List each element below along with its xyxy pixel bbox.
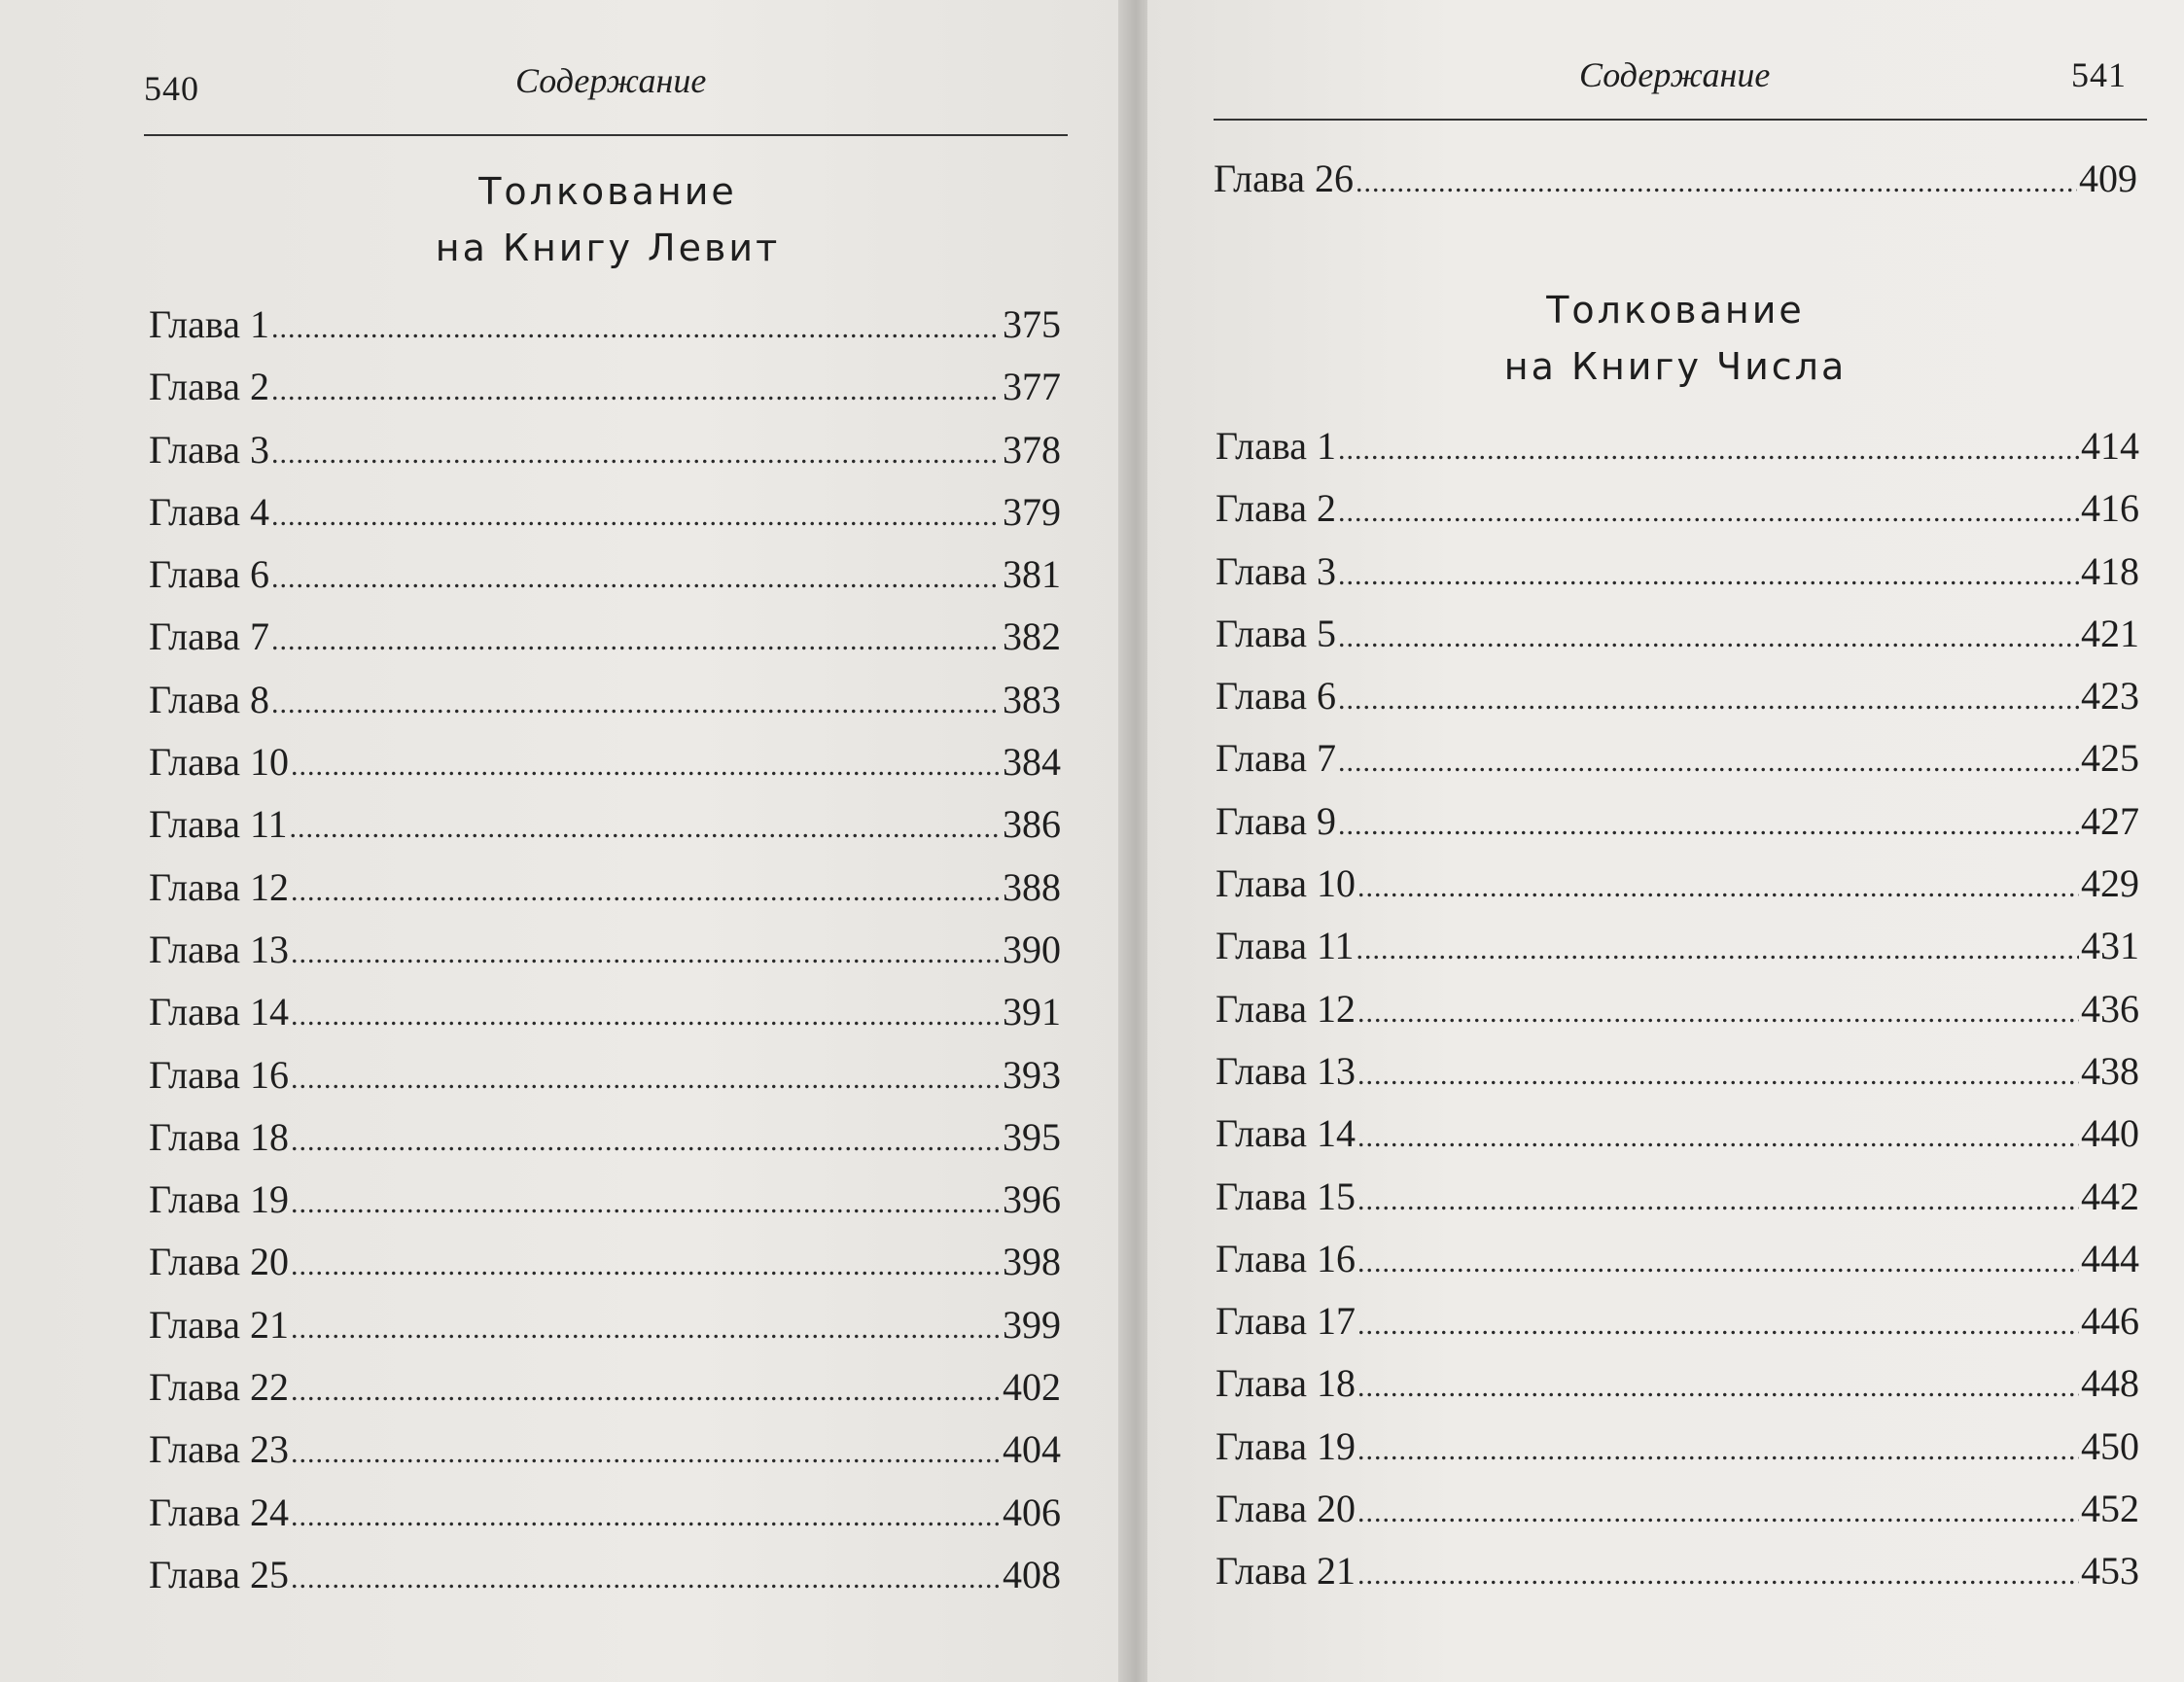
dot-leader <box>291 1063 1001 1096</box>
dot-leader <box>291 1562 1001 1595</box>
chapter-label: Глава 14 <box>1215 1111 1356 1156</box>
page-ref: 436 <box>2081 986 2139 1031</box>
chapter-label: Глава 20 <box>149 1240 289 1284</box>
toc-entry <box>149 1426 1061 1489</box>
page-ref: 438 <box>2081 1048 2139 1093</box>
page-ref: 384 <box>1003 740 1061 785</box>
toc-entry <box>149 1364 1061 1426</box>
toc-entry <box>149 801 1061 863</box>
page-ref: 442 <box>2081 1174 2139 1218</box>
toc-entry <box>1215 1048 2139 1110</box>
dot-leader <box>271 562 1001 595</box>
section-title-line2: на Книгу Числа <box>1503 345 1848 388</box>
page-number-left: 540 <box>144 69 199 108</box>
toc-entry <box>1215 1174 2139 1236</box>
chapter-label: Глава 19 <box>149 1177 289 1222</box>
page-ref: 378 <box>1003 427 1061 472</box>
page-ref: 386 <box>1003 802 1061 847</box>
dot-leader <box>271 500 1001 533</box>
toc-entry <box>1215 1423 2139 1486</box>
dot-leader <box>1356 166 2077 199</box>
page-ref: 452 <box>2081 1487 2139 1531</box>
chapter-label: Глава 3 <box>1215 548 1336 593</box>
page-ref: 390 <box>1003 927 1061 971</box>
page-ref: 414 <box>2081 424 2139 468</box>
toc-entry <box>1215 1110 2139 1173</box>
toc-entry <box>149 427 1061 489</box>
chapter-label: Глава 18 <box>1215 1361 1356 1406</box>
toc-list-carryover <box>1214 156 2137 218</box>
chapter-label: Глава 2 <box>1215 486 1336 531</box>
page-ref: 382 <box>1003 614 1061 659</box>
toc-entry <box>1215 1236 2139 1298</box>
page-ref: 418 <box>2081 548 2139 593</box>
section-title-leviticus <box>146 163 1070 276</box>
section-title-line2: на Книгу Левит <box>435 227 781 269</box>
toc-entry <box>149 739 1061 801</box>
chapter-label: Глава 9 <box>1215 798 1336 843</box>
toc-entry <box>149 989 1061 1051</box>
toc-entry <box>1215 860 2139 923</box>
chapter-label: Глава 24 <box>149 1489 289 1534</box>
dot-leader <box>1357 871 2079 904</box>
toc-entry <box>149 927 1061 989</box>
toc-entry <box>149 1552 1061 1614</box>
page-ref: 379 <box>1003 489 1061 534</box>
chapter-label: Глава 16 <box>149 1052 289 1097</box>
chapter-label: Глава 23 <box>149 1427 289 1472</box>
dot-leader <box>271 687 1001 720</box>
page-ref: 429 <box>2081 861 2139 906</box>
dot-leader <box>291 999 1001 1033</box>
toc-entry <box>149 301 1061 364</box>
page-ref: 409 <box>2079 157 2137 200</box>
right-page <box>1147 0 2184 1682</box>
section-title-line1: Толкование <box>1546 289 1805 332</box>
chapter-label: Глава 12 <box>1215 986 1356 1031</box>
chapter-label: Глава 17 <box>1215 1299 1356 1344</box>
chapter-label: Глава 13 <box>1215 1048 1356 1093</box>
page-ref: 391 <box>1003 990 1061 1034</box>
toc-entry <box>1215 735 2139 797</box>
chapter-label: Глава 18 <box>149 1114 289 1159</box>
toc-entry <box>149 1302 1061 1364</box>
section-title-numbers <box>1214 282 2137 395</box>
page-ref: 399 <box>1003 1302 1061 1347</box>
chapter-label: Глава 5 <box>1215 611 1336 655</box>
dot-leader <box>271 438 1001 471</box>
page-ref: 421 <box>2081 611 2139 655</box>
toc-entry <box>149 1489 1061 1552</box>
dot-leader <box>291 750 1001 783</box>
dot-leader <box>291 1187 1001 1220</box>
dot-leader <box>1357 1496 2079 1529</box>
chapter-label: Глава 2 <box>149 365 269 409</box>
chapter-label: Глава 11 <box>149 802 288 847</box>
dot-leader <box>291 1375 1001 1408</box>
toc-entry <box>1215 1486 2139 1548</box>
chapter-label: Глава 10 <box>149 740 289 785</box>
toc-entry <box>149 489 1061 551</box>
dot-leader <box>1357 1184 2079 1217</box>
header-rule-right <box>1214 119 2147 121</box>
dot-leader <box>291 937 1001 970</box>
toc-entry <box>149 364 1061 426</box>
chapter-label: Глава 6 <box>149 552 269 597</box>
chapter-label: Глава 6 <box>1215 674 1336 718</box>
dot-leader <box>291 1125 1001 1158</box>
dot-leader <box>291 1249 1001 1282</box>
toc-entry <box>1215 986 2139 1048</box>
dot-leader <box>1338 434 2079 467</box>
toc-entry <box>1215 923 2139 985</box>
page-ref: 450 <box>2081 1423 2139 1468</box>
dot-leader <box>271 624 1001 657</box>
chapter-label: Глава 20 <box>1215 1487 1356 1531</box>
page-ref: 375 <box>1003 302 1061 346</box>
chapter-label: Глава 1 <box>1215 424 1336 468</box>
toc-entry <box>149 1114 1061 1176</box>
chapter-label: Глава 13 <box>149 927 289 971</box>
page-ref: 404 <box>1003 1427 1061 1472</box>
dot-leader <box>271 374 1001 407</box>
page-ref: 446 <box>2081 1299 2139 1344</box>
toc-entry <box>1215 485 2139 547</box>
dot-leader <box>1357 1371 2079 1404</box>
page-ref: 408 <box>1003 1552 1061 1596</box>
page-ref: 448 <box>2081 1361 2139 1406</box>
toc-entry <box>1215 1360 2139 1422</box>
chapter-label: Глава 10 <box>1215 861 1356 906</box>
running-title-left: Содержание <box>515 61 707 100</box>
page-ref: 416 <box>2081 486 2139 531</box>
section-title-line1: Толкование <box>478 170 737 213</box>
toc-entry <box>1215 798 2139 860</box>
page-ref: 444 <box>2081 1236 2139 1280</box>
page-ref: 440 <box>2081 1111 2139 1156</box>
chapter-label: Глава 14 <box>149 990 289 1034</box>
page-ref: 396 <box>1003 1177 1061 1222</box>
chapter-label: Глава 26 <box>1214 157 1354 200</box>
chapter-label: Глава 25 <box>149 1552 289 1596</box>
chapter-label: Глава 4 <box>149 489 269 534</box>
page-ref: 398 <box>1003 1240 1061 1284</box>
chapter-label: Глава 7 <box>1215 736 1336 781</box>
toc-list-leviticus <box>149 301 1061 1614</box>
page-ref: 381 <box>1003 552 1061 597</box>
toc-entry <box>1215 1298 2139 1360</box>
toc-entry <box>1215 423 2139 485</box>
toc-entry <box>1214 156 2137 218</box>
dot-leader <box>1338 809 2079 842</box>
page-ref: 377 <box>1003 365 1061 409</box>
page-ref: 393 <box>1003 1052 1061 1097</box>
chapter-label: Глава 15 <box>1215 1174 1356 1218</box>
page-ref: 425 <box>2081 736 2139 781</box>
toc-entry <box>1215 548 2139 611</box>
toc-entry <box>149 1052 1061 1114</box>
dot-leader <box>1357 1059 2079 1092</box>
dot-leader <box>1338 683 2079 717</box>
toc-entry <box>149 677 1061 739</box>
page-ref: 402 <box>1003 1365 1061 1410</box>
dot-leader <box>1357 1434 2079 1467</box>
page-ref: 427 <box>2081 798 2139 843</box>
page-ref: 453 <box>2081 1549 2139 1594</box>
chapter-label: Глава 21 <box>1215 1549 1356 1594</box>
page-ref: 395 <box>1003 1114 1061 1159</box>
chapter-label: Глава 1 <box>149 302 269 346</box>
page-number-right: 541 <box>2071 55 2127 94</box>
toc-entry <box>149 551 1061 613</box>
dot-leader <box>291 1313 1001 1346</box>
chapter-label: Глава 3 <box>149 427 269 472</box>
toc-list-numbers <box>1215 423 2139 1611</box>
toc-entry <box>1215 611 2139 673</box>
dot-leader <box>271 312 1001 345</box>
dot-leader <box>289 812 1001 845</box>
toc-entry <box>1215 673 2139 735</box>
page-ref: 388 <box>1003 864 1061 909</box>
dot-leader <box>1356 933 2079 966</box>
chapter-label: Глава 7 <box>149 614 269 659</box>
toc-entry <box>1215 1548 2139 1610</box>
chapter-label: Глава 22 <box>149 1365 289 1410</box>
dot-leader <box>291 1500 1001 1533</box>
page-ref: 423 <box>2081 674 2139 718</box>
toc-entry <box>149 1176 1061 1239</box>
dot-leader <box>1357 997 2079 1030</box>
dot-leader <box>1357 1559 2079 1592</box>
header-rule-left <box>144 134 1068 136</box>
dot-leader <box>1338 496 2079 529</box>
toc-entry <box>149 1239 1061 1301</box>
dot-leader <box>1357 1246 2079 1279</box>
toc-entry <box>149 613 1061 676</box>
chapter-label: Глава 11 <box>1215 924 1355 968</box>
dot-leader <box>1338 746 2079 779</box>
dot-leader <box>1338 559 2079 592</box>
chapter-label: Глава 21 <box>149 1302 289 1347</box>
dot-leader <box>291 875 1001 908</box>
running-title-right: Содержание <box>1579 55 1771 94</box>
page-ref: 383 <box>1003 677 1061 721</box>
dot-leader <box>1338 621 2079 654</box>
chapter-label: Глава 19 <box>1215 1423 1356 1468</box>
page-ref: 431 <box>2081 924 2139 968</box>
page-ref: 406 <box>1003 1489 1061 1534</box>
chapter-label: Глава 8 <box>149 677 269 721</box>
chapter-label: Глава 16 <box>1215 1236 1356 1280</box>
dot-leader <box>291 1437 1001 1470</box>
dot-leader <box>1357 1309 2079 1342</box>
toc-entry <box>149 864 1061 927</box>
dot-leader <box>1357 1121 2079 1154</box>
chapter-label: Глава 12 <box>149 864 289 909</box>
